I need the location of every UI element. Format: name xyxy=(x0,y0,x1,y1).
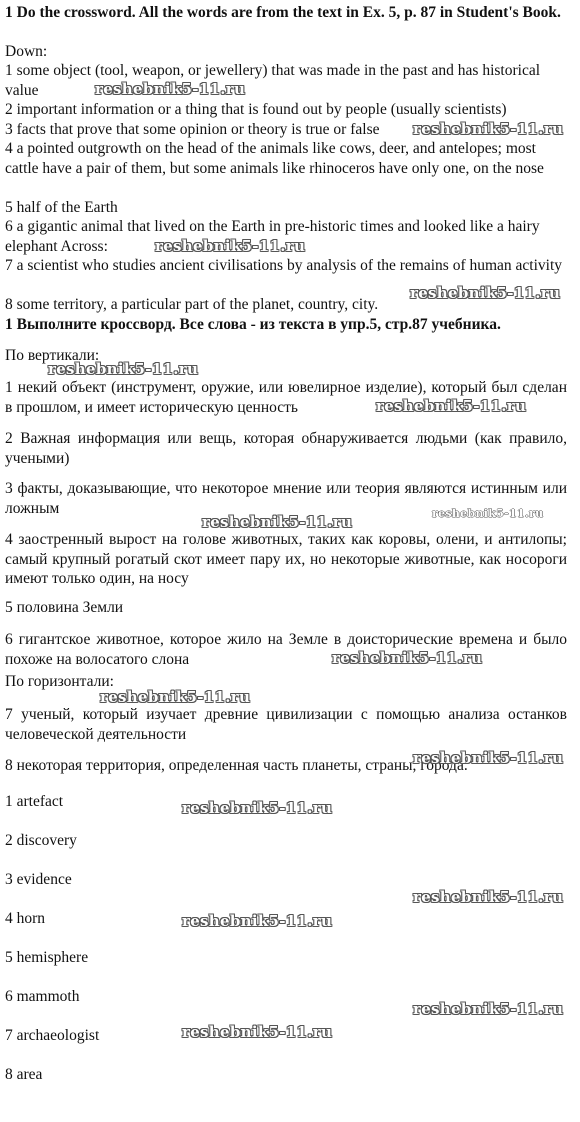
russian-clue-6: 6 гигантское животное, которое жило на Земле в доисторические времена и было похоже на волосатого слона xyxy=(5,631,567,668)
english-clue-4: 4 a pointed outgrowth on the head of the animals like cows, deer, and antelopes; most cattle have a pair of them, but some animals like rhinoceros have only one, on the nose xyxy=(5,140,544,177)
watermark: reshebnik5-11.ru xyxy=(202,513,353,531)
english-clue-7: 7 a scientist who studies ancient civilisations by analysis of the remains of human activity xyxy=(5,257,563,274)
watermark: reshebnik5-11.ru xyxy=(182,912,333,930)
russian-clue-3: 3 факты, доказывающие, что некоторое мнение или теория являются истинным или ложным xyxy=(5,480,567,517)
english-clue-8: 8 some territory, a particular part of the planet, country, city. xyxy=(5,296,379,313)
watermark: reshebnik5-11.ru xyxy=(413,120,564,138)
answer-1: 1 artefact xyxy=(5,793,64,810)
answer-3: 3 evidence xyxy=(5,871,72,888)
russian-clue-5: 5 половина Земли xyxy=(5,599,124,616)
watermark: reshebnik5-11.ru xyxy=(48,360,199,378)
english-clue-1: 1 some object (tool, weapon, or jewellery) that was made in the past and has historical value xyxy=(5,62,541,99)
watermark: reshebnik5-11.ru xyxy=(155,237,306,255)
english-clue-3: 3 facts that prove that some opinion or theory is true or false xyxy=(5,121,380,138)
russian-heading: 1 Выполните кроссворд. Все слова - из текста в упр.5, стр.87 учебника. xyxy=(5,316,501,333)
watermark: reshebnik5-11.ru xyxy=(413,749,564,767)
russian-clue-8: 8 некоторая территория, определенная часть планеты, страны, города. xyxy=(5,757,468,774)
russian-down-label: По вертикали: xyxy=(5,347,100,364)
watermark: reshebnik5-11.ru xyxy=(332,649,483,667)
watermark: reshebnik5-11.ru xyxy=(413,888,564,906)
answer-4: 4 horn xyxy=(5,910,46,927)
english-clue-5: 5 half of the Earth xyxy=(5,199,118,216)
russian-clue-2: 2 Важная информация или вещь, которая обнаруживается людьми (как правило, учеными) xyxy=(5,430,567,467)
watermark: reshebnik5-11.ru xyxy=(376,397,527,415)
russian-clue-4: 4 заостренный вырост на голове животных, таких как коровы, олени, и антилопы; самый крупный рогатый скот имеет пару их, но некоторые животные, как носороги имеют только один, на носу xyxy=(5,531,567,587)
answer-5: 5 hemisphere xyxy=(5,949,89,966)
watermark: reshebnik5-11.ru xyxy=(410,284,561,302)
watermark: reshebnik5-11.ru xyxy=(182,1023,333,1041)
russian-clue-1: 1 некий объект (инструмент, оружие, или ювелирное изделие), который был сделан в прошлом, и имеет историческую ценность xyxy=(5,379,567,416)
english-down-label: Down: xyxy=(5,43,48,60)
watermark: reshebnik5-11.ru xyxy=(432,507,544,520)
answer-6: 6 mammoth xyxy=(5,988,80,1005)
watermark: reshebnik5-11.ru xyxy=(95,80,246,98)
answer-7: 7 archaeologist xyxy=(5,1027,100,1044)
watermark: reshebnik5-11.ru xyxy=(100,688,251,706)
watermark: reshebnik5-11.ru xyxy=(182,799,333,817)
answer-2: 2 discovery xyxy=(5,832,77,849)
answer-8: 8 area xyxy=(5,1066,43,1083)
watermark: reshebnik5-11.ru xyxy=(413,1000,564,1018)
russian-across-label: По горизонтали: xyxy=(5,673,114,690)
russian-clue-7: 7 ученый, который изучает древние цивилизации с помощью анализа останков человеческой деятельности xyxy=(5,706,567,743)
english-clue-6: 6 a gigantic animal that lived on the Earth in pre-historic times and looked like a hairy elephant Across: xyxy=(5,218,540,255)
english-clue-2: 2 important information or a thing that is found out by people (usually scientists) xyxy=(5,101,507,118)
english-heading: 1 Do the crossword. All the words are from the text in Ex. 5, p. 87 in Student's Book. xyxy=(5,4,561,21)
